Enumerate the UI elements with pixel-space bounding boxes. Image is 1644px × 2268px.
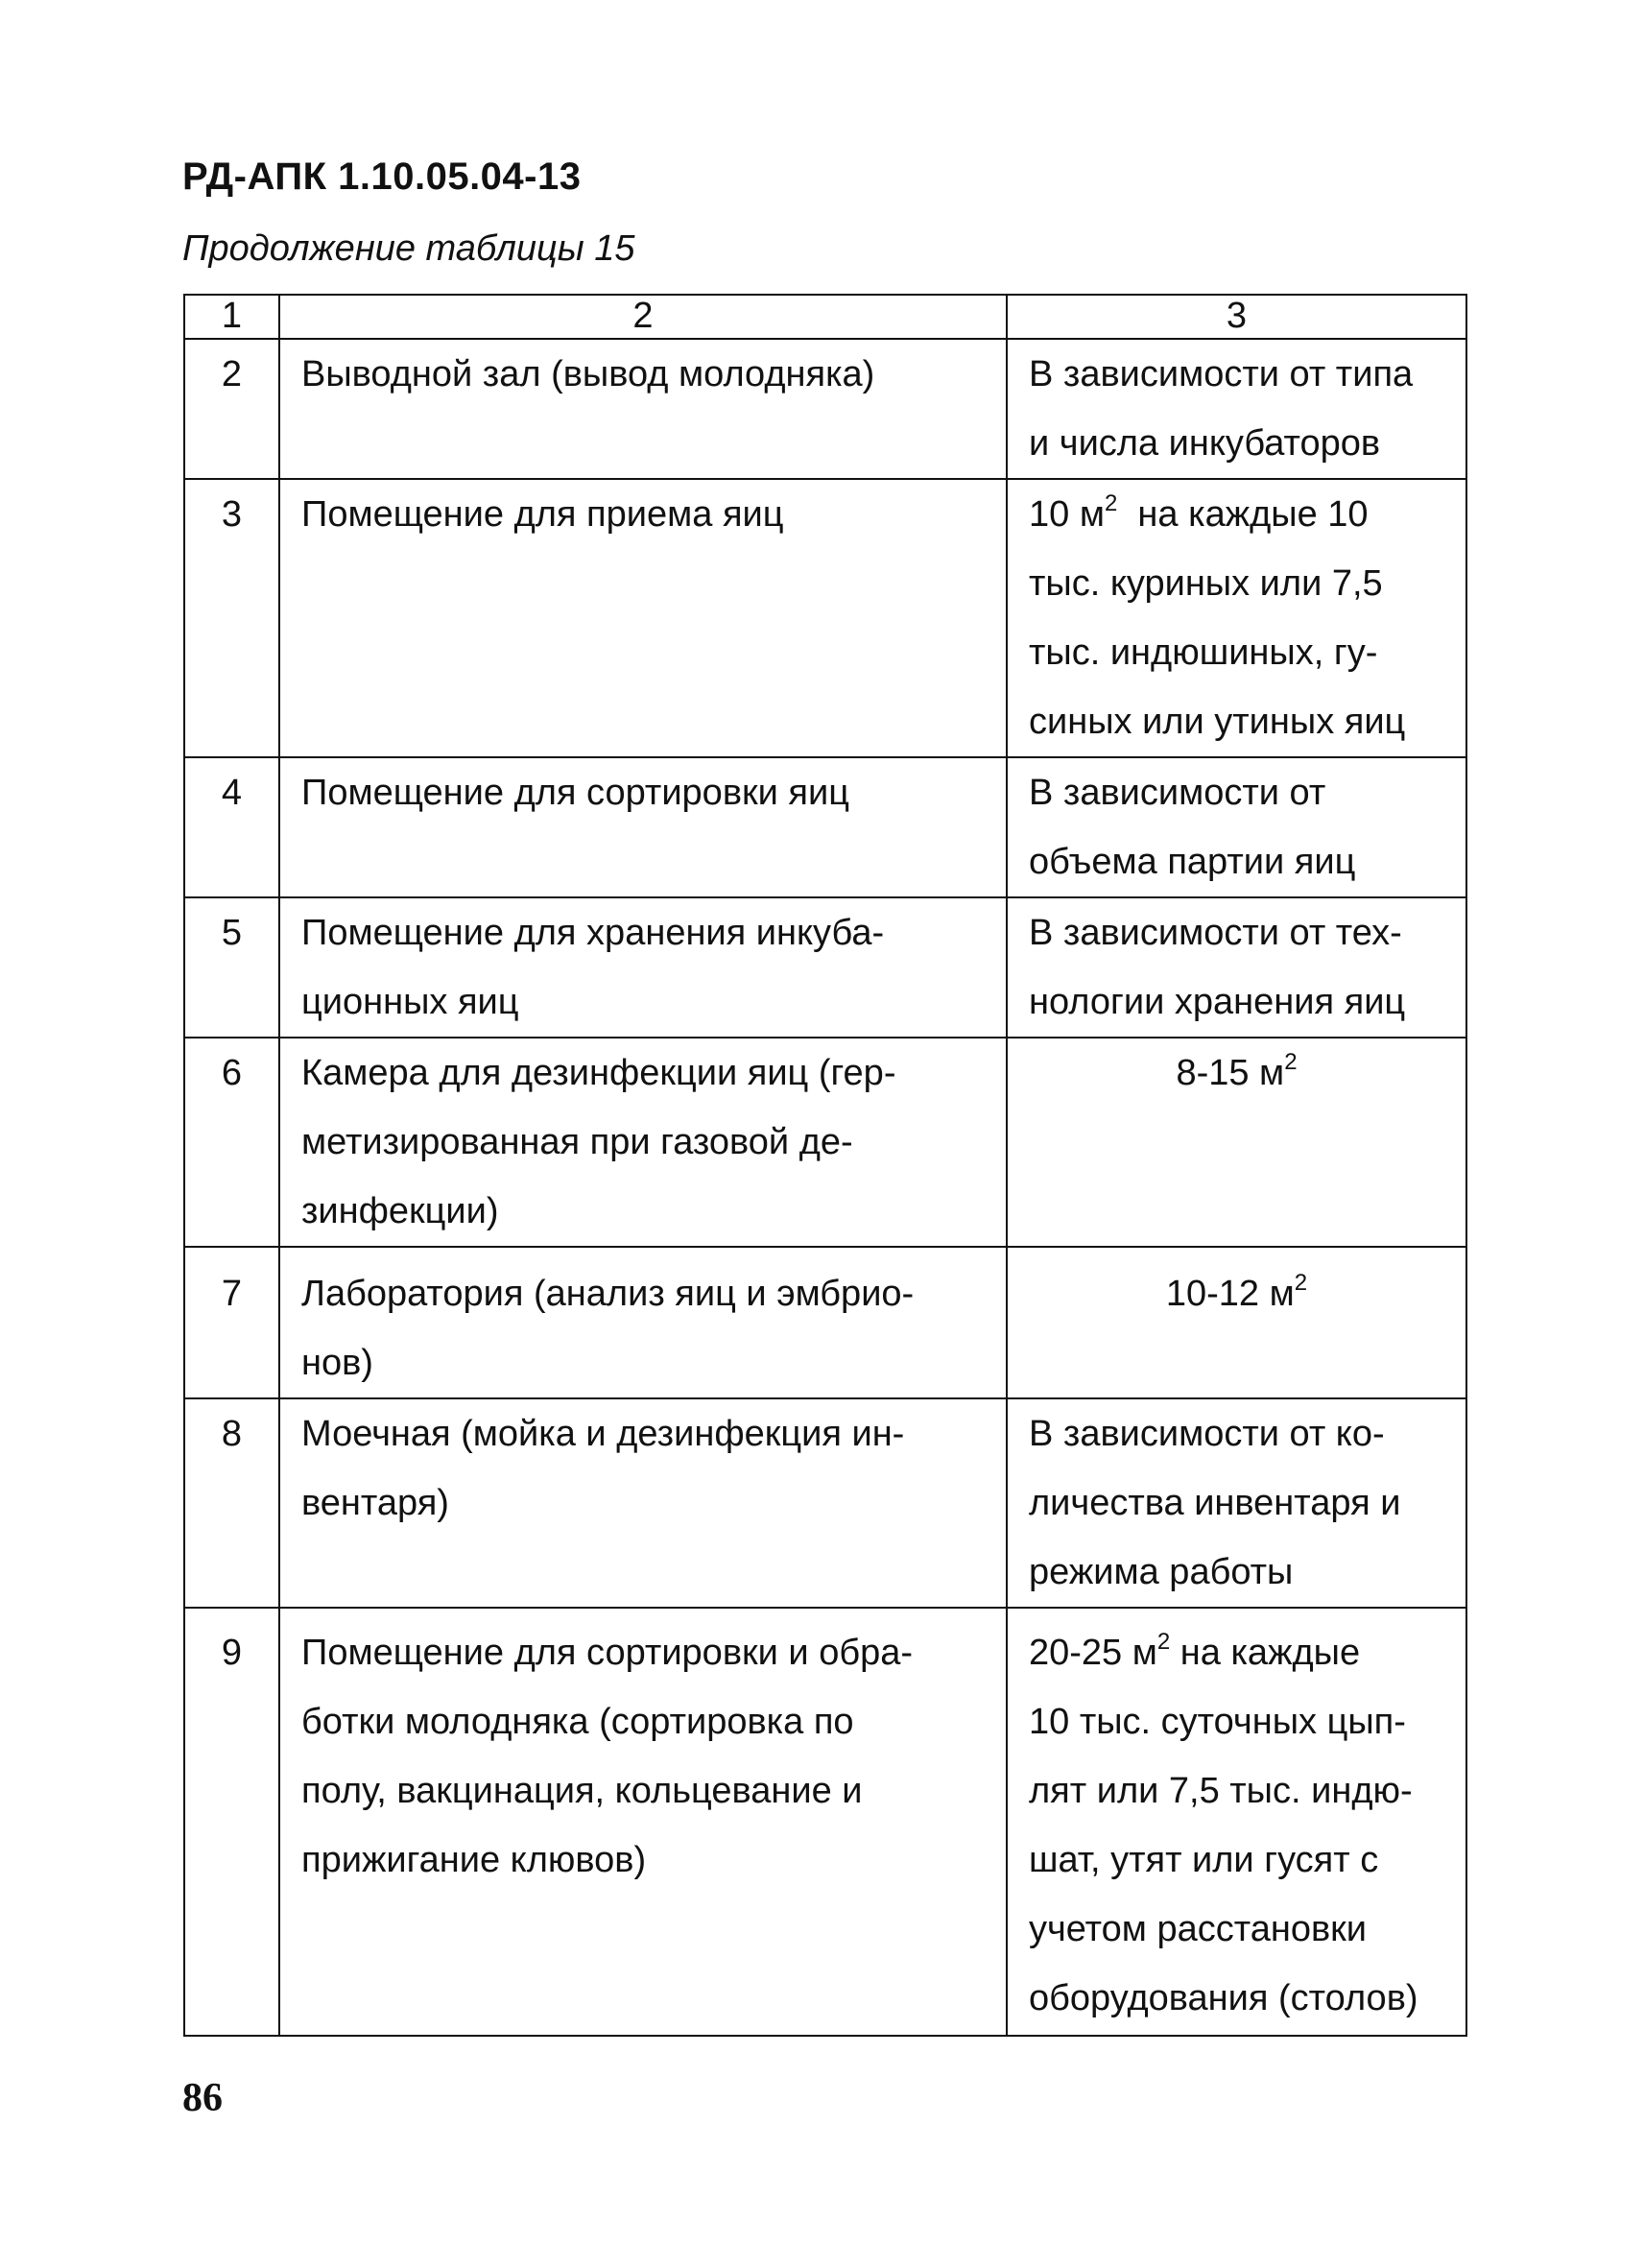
table-row [184, 1247, 1466, 1398]
area-value-suffix: на каждые [1170, 1633, 1361, 1673]
room-name-line: Помещение для сортировки яиц [301, 773, 849, 813]
room-name-cell [279, 757, 1007, 897]
room-name-cell [279, 897, 1007, 1038]
area-cell [1007, 1038, 1466, 1247]
room-name-line: ционных яиц [301, 982, 519, 1022]
row-number: 5 [184, 897, 279, 1038]
table-caption: Продолжение таблицы 15 [182, 228, 635, 269]
area-line: оборудования (столов) [1029, 1978, 1418, 2018]
area-line: В зависимости от типа [1029, 354, 1414, 394]
area-line: шат, утят или гусят с [1029, 1840, 1379, 1880]
room-name-line: прижигание клювов) [301, 1840, 647, 1880]
table-row [184, 1608, 1466, 2036]
column-header-1: 1 [184, 295, 279, 339]
table-row [184, 1398, 1466, 1608]
area-line: синых или утиных яиц [1029, 702, 1406, 742]
room-name-line: метизированная при газовой де- [301, 1122, 853, 1162]
area-line: и числа инкубаторов [1029, 423, 1381, 464]
area-cell [1007, 1608, 1466, 2036]
area-line: 10 тыс. суточных цып- [1029, 1702, 1406, 1742]
page-number: 86 [182, 2076, 223, 2120]
column-header-2: 2 [279, 295, 1007, 339]
row-number: 9 [184, 1608, 279, 2036]
row-number: 7 [184, 1247, 279, 1398]
area-value: 20-25 м [1029, 1633, 1157, 1673]
square-superscript: 2 [1156, 1629, 1171, 1655]
table-row [184, 479, 1466, 757]
square-superscript: 2 [1284, 1049, 1298, 1075]
area-value: 10-12 м [1165, 1274, 1295, 1314]
room-name-line: Лаборатория (анализ яиц и эмбрио- [301, 1274, 915, 1314]
room-name-cell [279, 1398, 1007, 1608]
area-cell [1007, 339, 1466, 479]
room-name-line: вентаря) [301, 1483, 449, 1523]
area-line: лят или 7,5 тыс. индю- [1029, 1771, 1413, 1811]
room-name-line: зинфекции) [301, 1191, 499, 1231]
area-value: 10 м [1029, 494, 1105, 535]
square-superscript: 2 [1104, 490, 1118, 516]
table-row [184, 339, 1466, 479]
area-line: нологии хранения яиц [1029, 982, 1406, 1022]
requirements-table [183, 294, 1467, 2037]
row-number: 8 [184, 1398, 279, 1608]
area-value: 8-15 м [1176, 1053, 1285, 1093]
room-name-cell [279, 339, 1007, 479]
area-cell [1007, 757, 1466, 897]
area-line: объема партии яиц [1029, 842, 1356, 882]
room-name-cell [279, 1038, 1007, 1247]
room-name-line: Моечная (мойка и дезинфекция ин- [301, 1414, 905, 1454]
table-row [184, 757, 1466, 897]
row-number: 4 [184, 757, 279, 897]
column-header-3: 3 [1007, 295, 1466, 339]
area-cell [1007, 1398, 1466, 1608]
room-name-line: Выводной зал (вывод молодняка) [301, 354, 875, 394]
area-value-suffix: на каждые 10 [1117, 494, 1369, 535]
square-superscript: 2 [1294, 1270, 1308, 1296]
area-cell [1007, 897, 1466, 1038]
row-number: 3 [184, 479, 279, 757]
area-cell [1007, 1247, 1466, 1398]
area-line: тыс. индюшиных, гу- [1029, 633, 1378, 673]
area-line [1029, 480, 1444, 549]
table-header-row [184, 295, 1466, 339]
room-name-line: нов) [301, 1343, 373, 1383]
table-row [184, 897, 1466, 1038]
room-name-line: Помещение для приема яиц [301, 494, 784, 535]
table-row [184, 1038, 1466, 1247]
row-number: 2 [184, 339, 279, 479]
room-name-line: Помещение для сортировки и обра- [301, 1633, 914, 1673]
area-line: тыс. куриных или 7,5 [1029, 563, 1383, 604]
area-line [1029, 1259, 1444, 1328]
area-line: В зависимости от ко- [1029, 1414, 1385, 1454]
area-line: режима работы [1029, 1552, 1294, 1592]
area-line: В зависимости от тех- [1029, 913, 1402, 953]
room-name-line: Камера для дезинфекции яиц (гер- [301, 1053, 896, 1093]
area-line: личества инвентаря и [1029, 1483, 1401, 1523]
room-name-line: Помещение для хранения инкуба- [301, 913, 885, 953]
document-code: РД-АПК 1.10.05.04-13 [182, 155, 582, 198]
row-number: 6 [184, 1038, 279, 1247]
area-line: учетом расстановки [1029, 1909, 1368, 1949]
room-name-line: полу, вакцинация, кольцевание и [301, 1771, 863, 1811]
room-name-cell [279, 1608, 1007, 2036]
area-line: В зависимости от [1029, 773, 1326, 813]
area-line [1029, 1618, 1444, 1687]
area-line [1029, 1039, 1444, 1108]
room-name-line: ботки молодняка (сортировка по [301, 1702, 854, 1742]
room-name-cell [279, 1247, 1007, 1398]
room-name-cell [279, 479, 1007, 757]
area-cell [1007, 479, 1466, 757]
